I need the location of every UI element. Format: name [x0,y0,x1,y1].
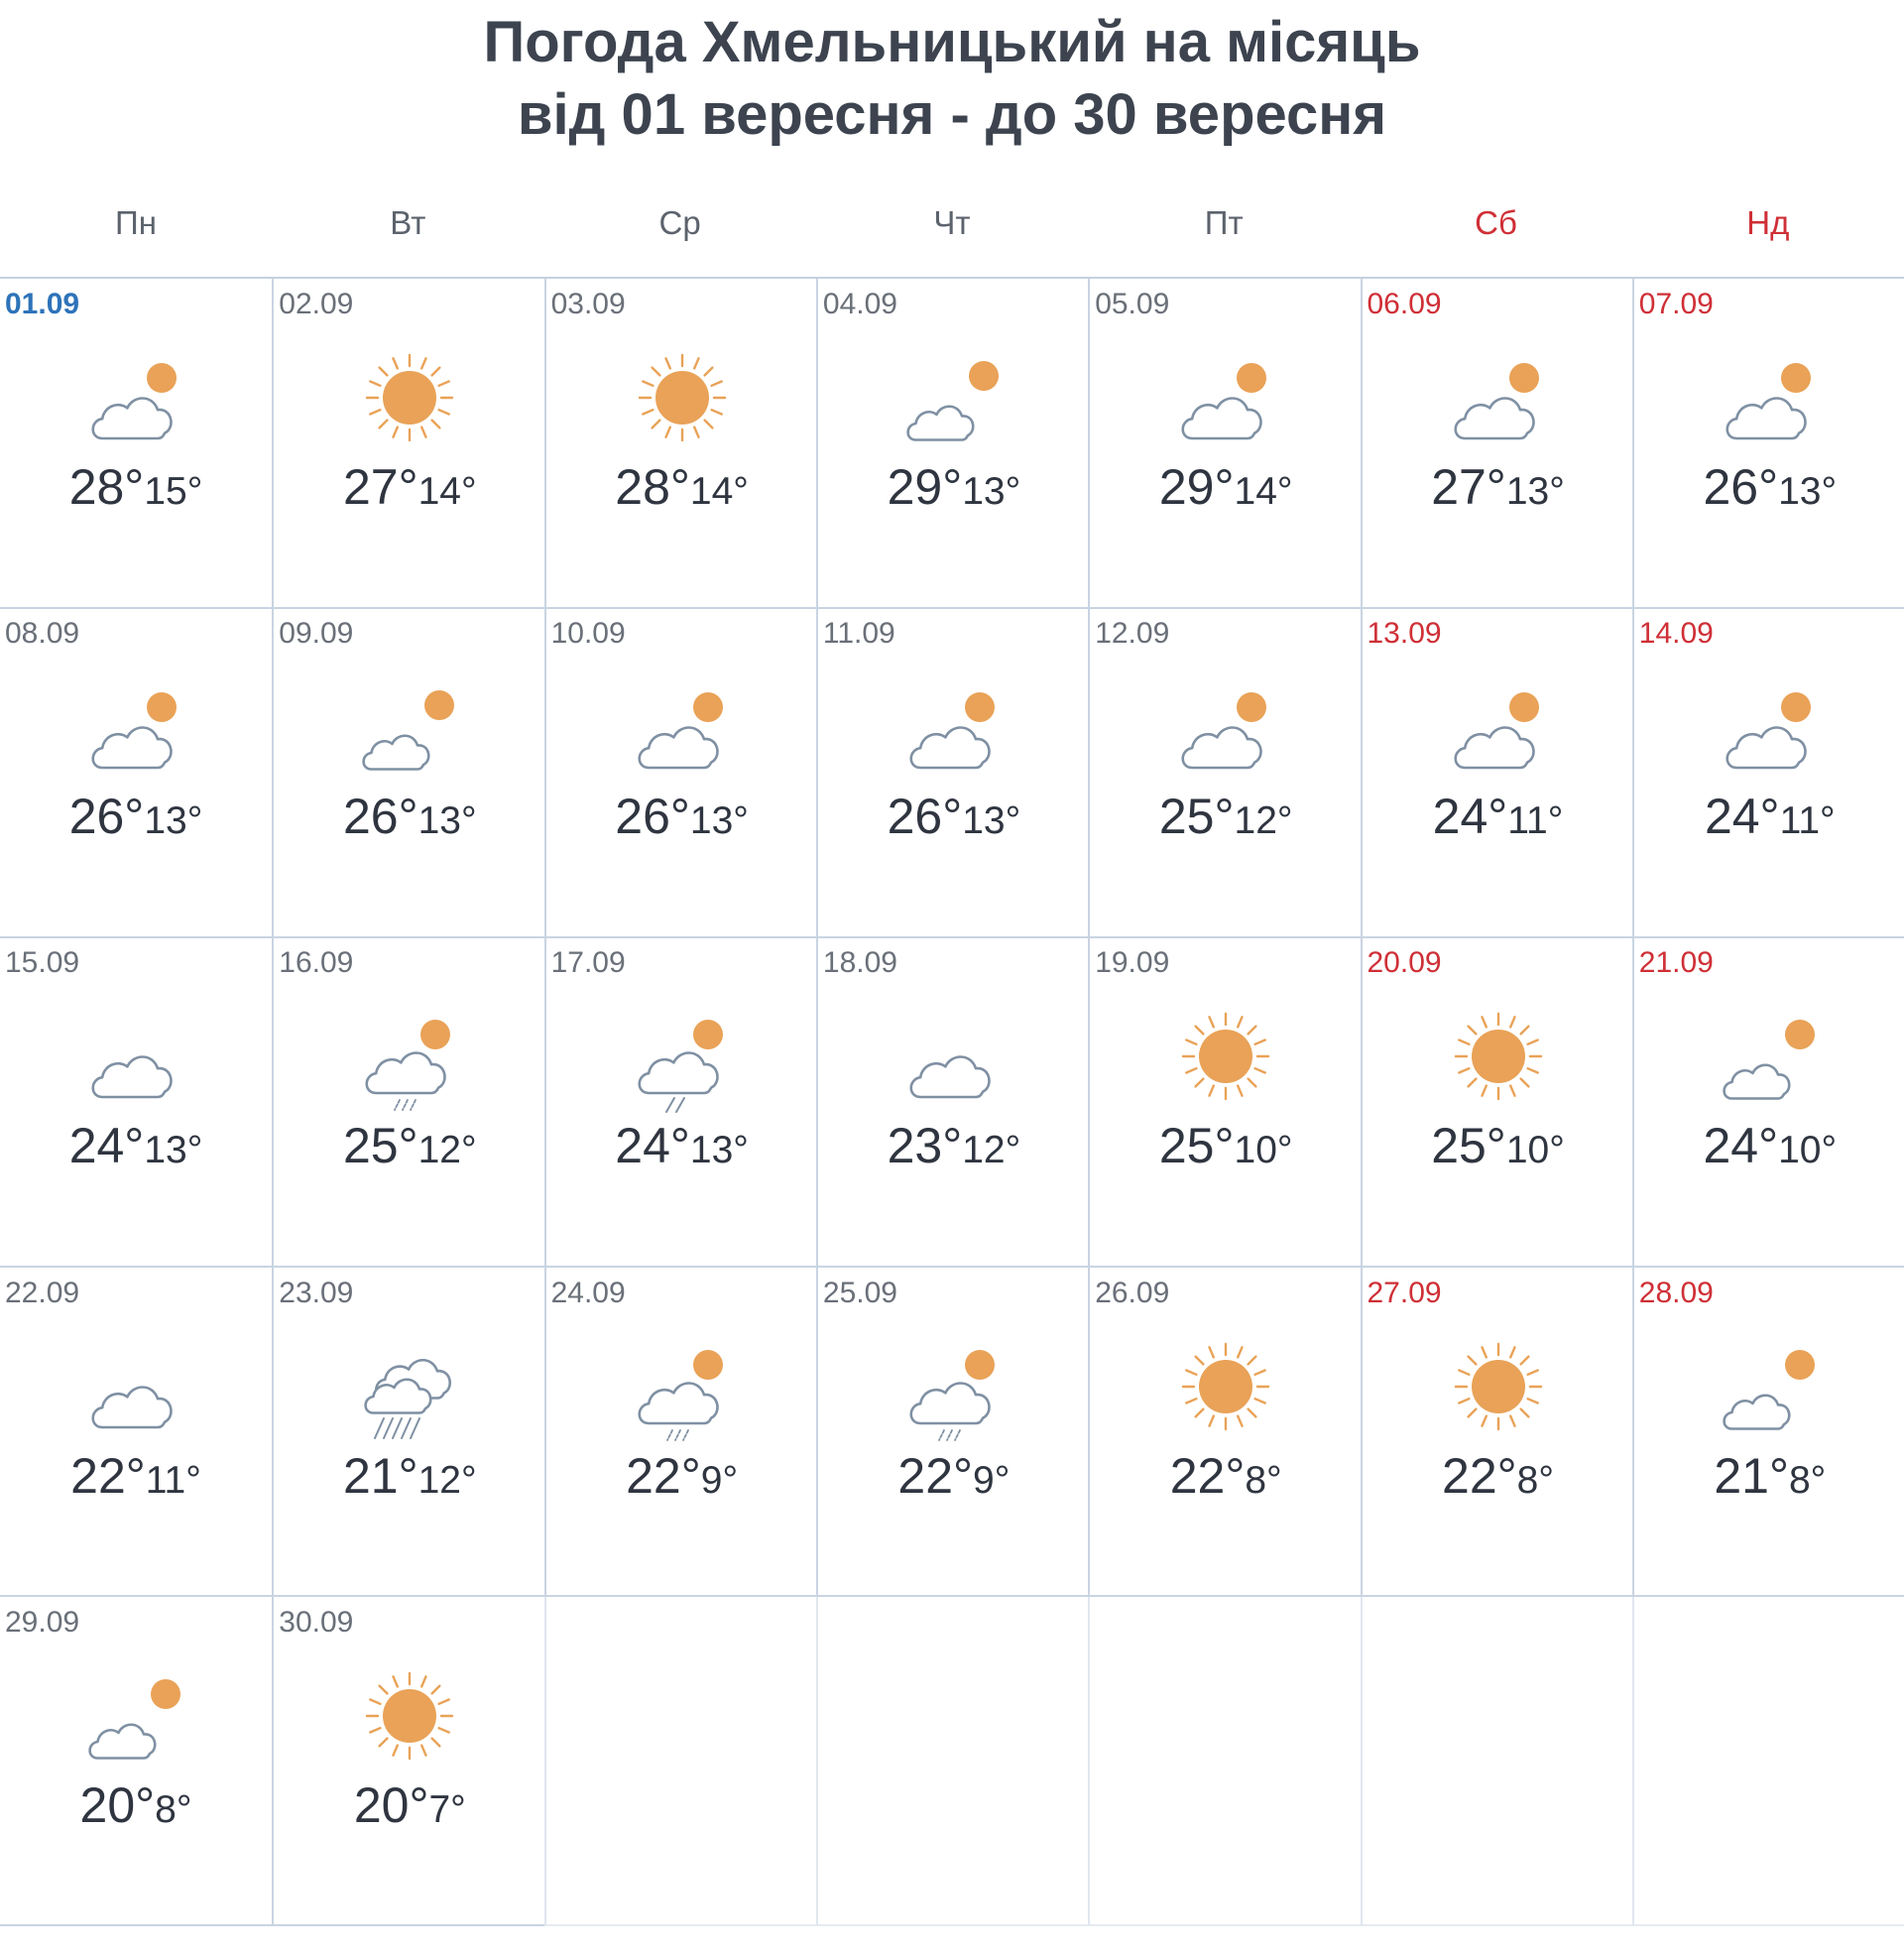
partly-cloudy-icon [613,675,752,785]
weekday-header [0,188,1904,278]
partly-cloudy-light-rain-icon [340,1005,479,1114]
temp-max: 28° [615,459,690,515]
temp-min: 11° [145,1458,201,1502]
day-cell[interactable] [272,608,544,938]
day-cell[interactable] [272,1268,544,1598]
day-temperatures [1090,1446,1362,1511]
partly-cloudy-light-rain-icon [613,1335,752,1444]
day-date: 02.09 [279,288,354,320]
day-date: 11.09 [822,617,895,651]
sun-icon [1156,1335,1295,1444]
temp-max: 21° [1714,1447,1789,1504]
day-date: 24.09 [550,1276,626,1309]
partly-cloudy-icon [885,675,1023,785]
day-cell[interactable] [816,608,1089,938]
temp-max: 27° [342,459,418,515]
temp-max: 25° [1431,1118,1506,1174]
temp-max: 26° [1703,459,1779,515]
calendar-grid [0,277,1904,1926]
partly-cloudy-small-icon [66,1664,205,1773]
day-cell[interactable] [544,937,817,1268]
sun-icon [1156,1005,1295,1114]
temp-max: 26° [342,789,418,845]
day-cell[interactable] [1088,937,1361,1268]
empty-cell [816,1597,1089,1927]
day-temperatures [546,1116,818,1180]
partly-cloudy-icon [1701,346,1840,455]
temp-max: 21° [342,1447,418,1504]
partly-cloudy-icon [1156,675,1295,785]
temp-min: 10° [1505,1129,1565,1172]
day-date: 10.09 [550,617,626,651]
day-cell[interactable] [816,937,1089,1268]
temp-max: 20° [79,1776,156,1833]
day-date: 06.09 [1367,288,1442,320]
temp-max: 24° [1704,789,1780,845]
day-date: 29.09 [5,1605,80,1639]
cloud-icon [66,1005,205,1114]
day-date: 26.09 [1095,1276,1170,1309]
page-title-line2: від 01 вересня - до 30 вересня [517,82,1387,147]
day-temperatures [0,457,272,522]
day-date: 08.09 [5,617,80,651]
day-temperatures [546,1446,818,1511]
day-date: 12.09 [1095,617,1170,651]
partly-cloudy-light-rain-icon [885,1335,1023,1444]
temp-min: 13° [1505,470,1565,513]
partly-cloudy-small-icon [1701,1005,1840,1114]
temp-min: 14° [689,470,749,513]
temp-max: 24° [1703,1118,1779,1174]
partly-cloudy-icon [66,346,205,455]
temp-min: 13° [962,799,1021,843]
sun-icon [613,346,752,455]
day-temperatures [1090,1116,1362,1180]
temp-max: 22° [897,1447,974,1504]
day-date: 20.09 [1367,946,1442,980]
weekday-label: Чт [933,204,971,241]
temp-max: 29° [887,459,963,515]
day-temperatures [1634,1116,1904,1180]
day-date: 22.09 [5,1276,80,1309]
temp-max: 27° [1431,459,1506,515]
day-temperatures [818,787,1090,851]
day-cell[interactable] [0,937,273,1268]
temp-max: 24° [1432,789,1508,845]
day-cell[interactable] [544,279,817,609]
temp-max: 22° [1169,1447,1246,1504]
partly-cloudy-icon [1429,346,1568,455]
partly-cloudy-icon [1701,675,1840,785]
empty-cell [544,1597,817,1927]
day-temperatures [818,1446,1090,1511]
temp-max: 28° [68,459,145,515]
day-cell[interactable] [1088,279,1361,609]
temp-max: 24° [68,1118,145,1174]
day-temperatures [818,457,1090,522]
day-temperatures [1634,1446,1904,1511]
empty-cell [1361,1597,1633,1927]
partly-cloudy-icon [1156,346,1295,455]
empty-cell [1632,1597,1904,1927]
day-temperatures [274,1116,545,1180]
day-cell[interactable] [1632,1268,1904,1598]
temp-min: 11° [1507,799,1564,843]
temp-max: 25° [1158,789,1235,845]
weekday-label: Нд [1746,204,1790,241]
temp-max: 22° [1442,1447,1517,1504]
day-temperatures [1363,1446,1634,1511]
temp-max: 22° [626,1447,701,1504]
day-temperatures [274,1446,545,1511]
temp-min: 12° [1234,799,1293,843]
day-cell[interactable] [1088,1268,1361,1598]
temp-min: 12° [962,1129,1021,1172]
day-temperatures [546,787,818,851]
day-date: 25.09 [822,1276,897,1309]
day-cell[interactable] [1361,1268,1633,1598]
day-temperatures [818,1116,1090,1180]
sun-icon [340,346,479,455]
day-cell[interactable] [1361,937,1633,1268]
day-date: 17.09 [550,946,626,980]
temp-min: 10° [1778,1129,1838,1172]
day-date: 09.09 [279,617,354,651]
day-cell[interactable] [0,608,273,938]
partly-cloudy-small-icon [340,675,479,785]
weekday-label: Пн [115,204,157,241]
temp-min: 8° [1516,1458,1554,1502]
partly-cloudy-icon [66,675,205,785]
day-cell[interactable] [272,937,544,1268]
temp-min: 10° [1234,1129,1293,1172]
partly-cloudy-small-icon [1701,1335,1840,1444]
day-date: 05.09 [1095,288,1170,320]
temp-min: 14° [417,470,477,513]
day-date: 01.09 [5,288,80,320]
day-temperatures [0,1116,272,1180]
cloud-icon [885,1005,1023,1114]
day-date: 15.09 [5,946,80,980]
day-date: 30.09 [279,1605,354,1639]
partly-cloudy-small-icon [885,346,1023,455]
page-title-line1: Погода Хмельницький на місяць [483,10,1421,74]
temp-max: 25° [1158,1118,1235,1174]
empty-cell [1088,1597,1361,1927]
day-temperatures [1363,1116,1634,1180]
temp-min: 12° [417,1458,477,1502]
day-date: 23.09 [279,1276,354,1309]
temp-max: 25° [342,1118,418,1174]
partly-cloudy-icon [1429,675,1568,785]
temp-max: 29° [1158,459,1235,515]
sun-icon [1429,1335,1568,1444]
temp-min: 13° [1778,470,1838,513]
day-cell[interactable] [1361,279,1633,609]
partly-cloudy-rain-icon [613,1005,752,1114]
temp-min: 13° [144,1129,203,1172]
day-cell[interactable] [816,279,1089,609]
temp-min: 8° [1788,1458,1827,1502]
day-temperatures [1090,457,1362,522]
weekday-label: Ср [658,204,701,241]
day-cell[interactable] [272,279,544,609]
day-cell[interactable] [1088,608,1361,938]
day-temperatures [0,1446,272,1511]
day-temperatures [1363,787,1634,851]
day-date: 21.09 [1638,946,1714,980]
temp-max: 22° [70,1447,146,1504]
temp-min: 13° [689,1129,749,1172]
temp-min: 13° [144,799,203,843]
temp-max: 24° [615,1118,690,1174]
day-temperatures [274,457,545,522]
temp-min: 7° [428,1787,466,1831]
day-date: 16.09 [279,946,354,980]
temp-min: 13° [689,799,749,843]
day-date: 04.09 [822,288,897,320]
weekday-label: Вт [390,204,426,241]
temp-min: 13° [962,470,1021,513]
sun-icon [340,1664,479,1773]
temp-max: 23° [887,1118,963,1174]
day-temperatures [1634,787,1904,851]
day-date: 14.09 [1638,617,1714,651]
day-date: 28.09 [1638,1276,1714,1309]
day-temperatures [1090,787,1362,851]
temp-min: 12° [417,1129,477,1172]
day-cell[interactable] [1632,608,1904,938]
day-temperatures [274,1775,545,1840]
temp-max: 26° [887,789,963,845]
weekday-label: Пт [1204,204,1244,241]
sun-icon [1429,1005,1568,1114]
day-temperatures [274,787,545,851]
day-cell[interactable] [544,608,817,938]
temp-min: 9° [700,1458,739,1502]
day-cell[interactable] [0,1268,273,1598]
heavy-rain-icon [340,1335,479,1444]
day-temperatures [1634,457,1904,522]
day-cell[interactable] [1632,937,1904,1268]
weekday-label: Сб [1475,204,1517,241]
day-date: 18.09 [822,946,897,980]
temp-max: 20° [353,1776,429,1833]
day-temperatures [0,1775,272,1840]
temp-min: 13° [417,799,477,843]
day-temperatures [1363,457,1634,522]
temp-max: 26° [615,789,690,845]
day-date: 13.09 [1367,617,1442,651]
day-cell[interactable] [816,1268,1089,1598]
day-cell[interactable] [272,1597,544,1927]
page-title [0,6,1904,151]
day-cell[interactable] [544,1268,817,1598]
temp-min: 14° [1234,470,1293,513]
temp-min: 9° [973,1458,1011,1502]
day-temperatures [546,457,818,522]
temp-min: 8° [155,1787,192,1831]
day-temperatures [0,787,272,851]
temp-min: 8° [1245,1458,1282,1502]
day-date: 27.09 [1367,1276,1442,1309]
day-cell[interactable] [1632,279,1904,609]
temp-min: 15° [144,470,203,513]
day-cell[interactable] [0,1597,273,1927]
temp-max: 26° [68,789,145,845]
day-cell[interactable] [1361,608,1633,938]
day-cell[interactable] [0,279,273,609]
temp-min: 11° [1779,799,1836,843]
day-date: 07.09 [1638,288,1714,320]
cloud-icon [66,1335,205,1444]
day-date: 19.09 [1095,946,1170,980]
day-date: 03.09 [550,288,626,320]
